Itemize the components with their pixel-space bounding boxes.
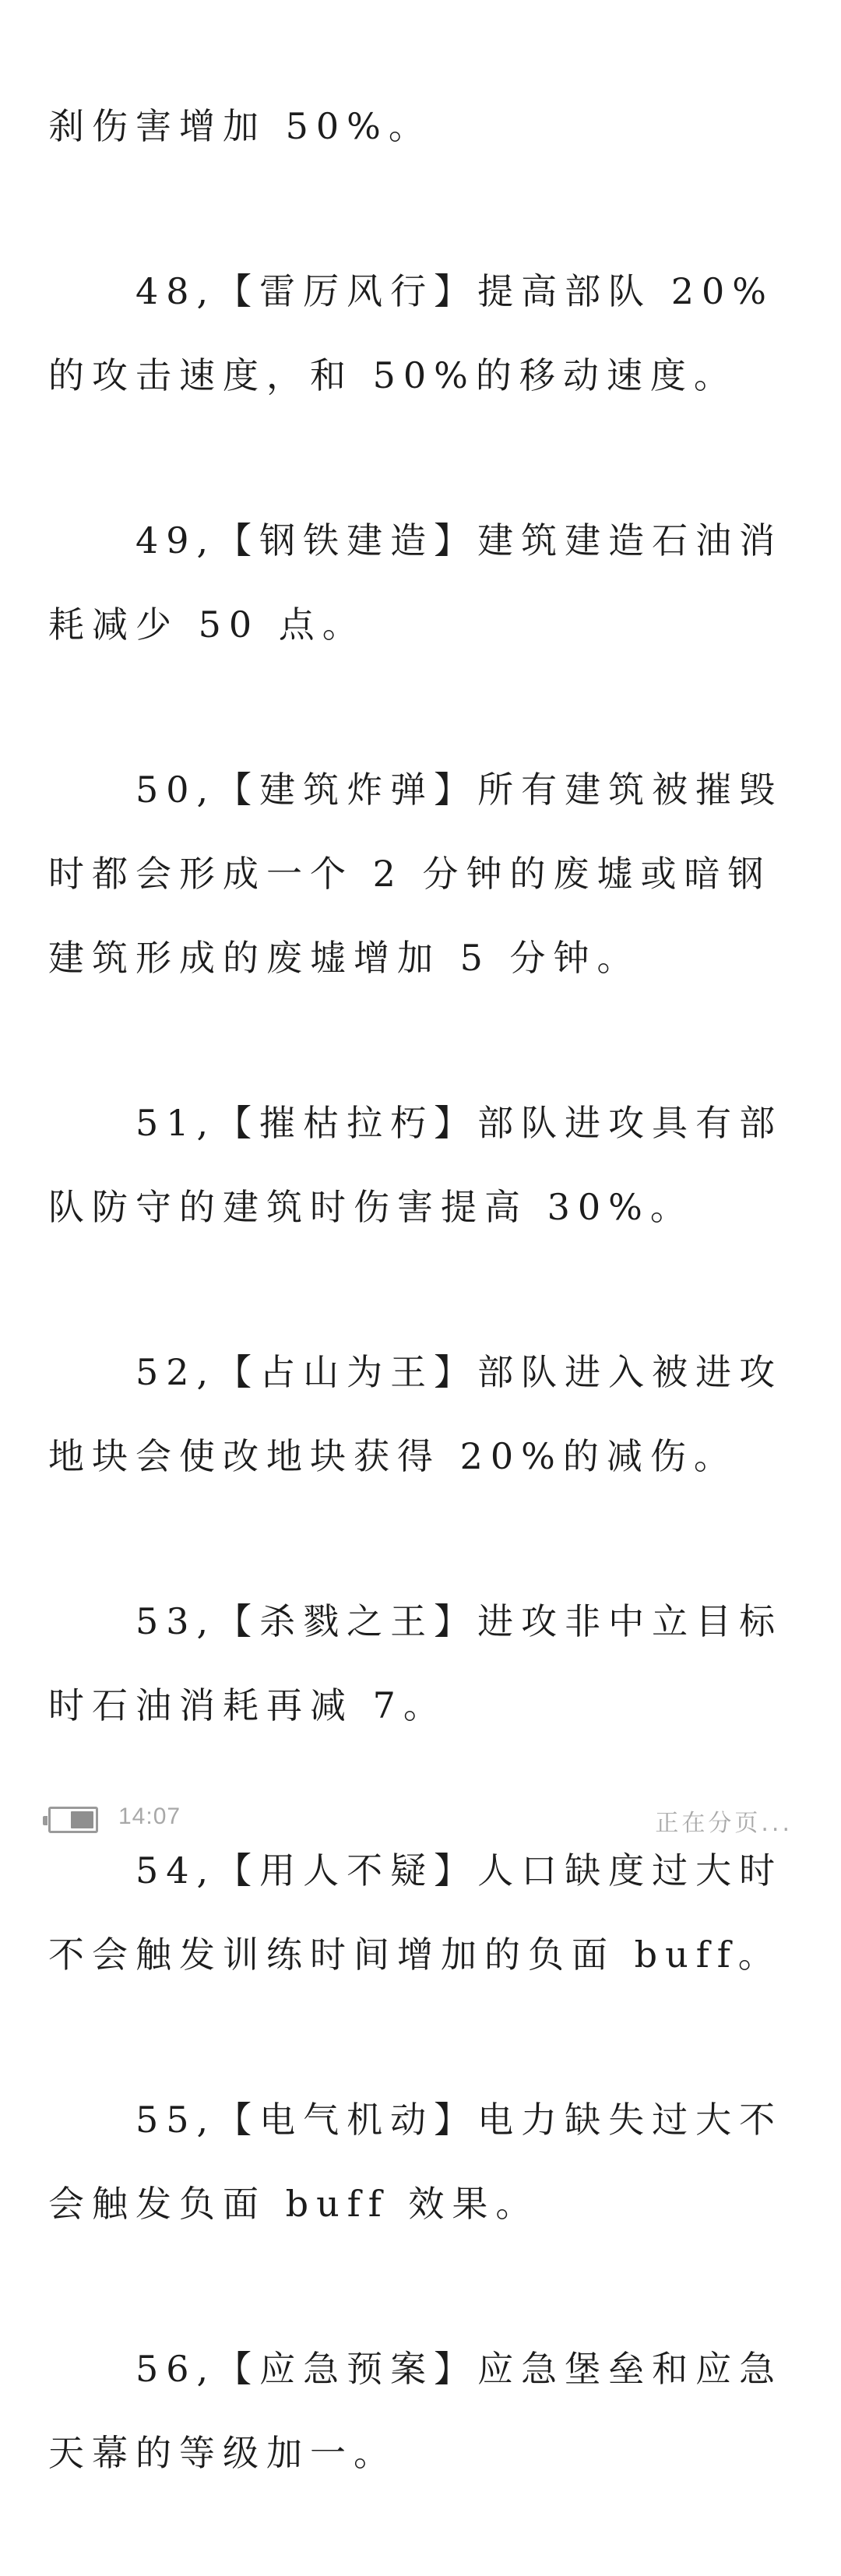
battery-icon (48, 1807, 98, 1833)
paragraph-continuation: 刹伤害增加 50%。 (48, 105, 432, 147)
page-content (48, 84, 796, 2576)
reader-status-bar (0, 1783, 841, 1878)
paragraph-item-55: 55,【电气机动】电力缺失过大不会触发负面 buff 效果。 (48, 2099, 783, 2225)
paragraph-item-49: 49,【钢铁建造】建筑建造石油消耗减少 50 点。 (48, 519, 783, 646)
paragraph-item-51: 51,【摧枯拉朽】部队进攻具有部队防守的建筑时伤害提高 30%。 (48, 1102, 783, 1228)
paragraph-item-56: 56,【应急预案】应急堡垒和应急天幕的等级加一。 (48, 2348, 783, 2474)
paragraph-item-54: 54,【用人不疑】人口缺度过大时不会触发训练时间增加的负面 buff。 (48, 1849, 783, 1976)
paragraph-item-48: 48,【雷厉风行】提高部队 20%的攻击速度，和 50%的移动速度。 (48, 270, 775, 396)
paragraph-item-50: 50,【建筑炸弹】所有建筑被摧毁时都会形成一个 2 分钟的废墟或暗钢建筑形成的废墟增加 5 分钟。 (48, 769, 783, 979)
paging-status: 正在分页... (655, 1810, 793, 1837)
battery-level-fill (71, 1811, 93, 1828)
clock-time: 14:07 (118, 1804, 181, 1829)
paragraph-item-53: 53,【杀戮之王】进攻非中立目标时石油消耗再减 7。 (48, 1600, 783, 1726)
paragraph-item-52: 52,【占山为王】部队进入被进攻地块会使改地块获得 20%的减伤。 (48, 1351, 783, 1477)
